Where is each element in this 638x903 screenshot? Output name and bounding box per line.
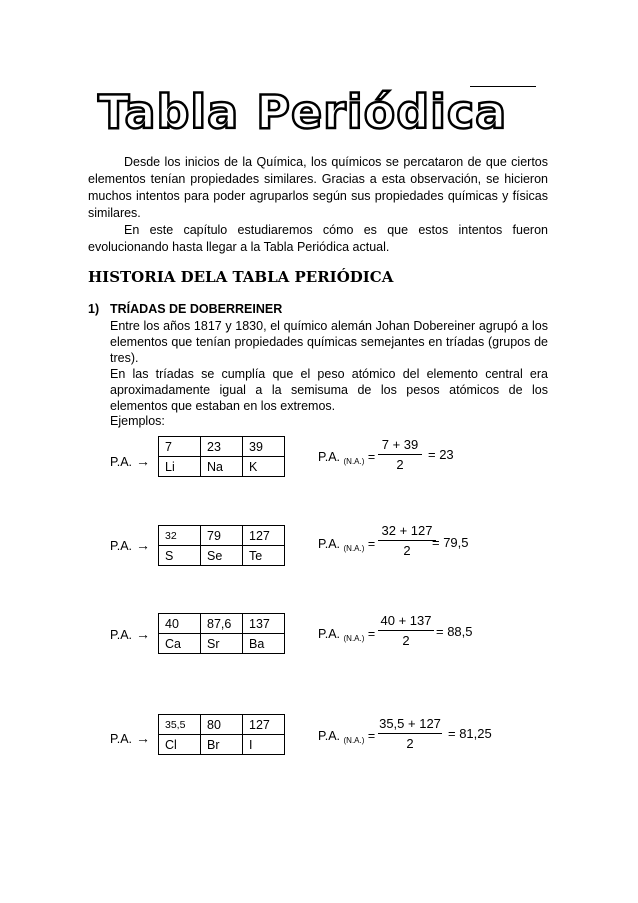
fraction-numerator: 7 + 39 (381, 437, 419, 452)
formula-equals: = (367, 450, 376, 464)
fraction-bar (378, 540, 436, 541)
triad-1-result: = 23 (428, 447, 454, 462)
atomic-weight-cell: 39 (243, 437, 285, 457)
element-symbol-cell: Ba (243, 634, 285, 654)
fraction-bar (378, 630, 434, 631)
pa-text: P.A. (110, 732, 133, 746)
fraction-numerator: 35,5 + 127 (379, 716, 441, 731)
fraction-numerator: 32 + 127 (381, 523, 433, 538)
triad-3-table (158, 613, 285, 654)
dobereiner-paragraph-2: En las tríadas se cumplía que el peso atómico del elemento central era aproximadamente igual a la semisuma de los pesos atómicos de los elementos que estaban en los extremos. (110, 367, 548, 413)
triad-4-formula-label (318, 729, 375, 743)
triad-3-formula-label (318, 627, 375, 641)
triad-2-formula-label (318, 537, 375, 551)
subsection-title: TRÍADAS DE DOBERREINER (110, 302, 283, 316)
subsection-heading (88, 302, 282, 316)
atomic-weight-cell: 80 (201, 715, 243, 735)
triad-2-table (158, 525, 285, 566)
formula-pa: P.A. (318, 537, 341, 551)
element-symbol-cell: Li (159, 457, 201, 477)
atomic-weight-cell: 127 (243, 526, 285, 546)
triad-4-result: = 81,25 (448, 726, 492, 741)
atomic-weight-cell: 137 (243, 614, 285, 634)
triad-2-fraction (378, 523, 436, 558)
element-symbol-cell: Te (243, 546, 285, 566)
right-arrow-icon: → (136, 730, 151, 746)
triad-1-pa-label (110, 453, 150, 469)
formula-pa: P.A. (318, 627, 341, 641)
subsection-number: 1) (88, 302, 100, 316)
atomic-weight-cell: 127 (243, 715, 285, 735)
fraction-numerator: 40 + 137 (380, 613, 432, 628)
formula-equals: = (367, 627, 376, 641)
intro-paragraph-2: En este capítulo estudiaremos cómo es que estos intentos fueron evolucionando hasta llegar a la Tabla Periódica actual. (88, 223, 548, 254)
formula-equals: = (367, 537, 376, 551)
element-symbol-cell: Se (201, 546, 243, 566)
triad-1-table (158, 436, 285, 477)
triad-1-fraction (378, 437, 422, 472)
dobereiner-paragraph-1: Entre los años 1817 y 1830, el químico alemán Johan Dobereiner agrupó a los elementos que tenían propiedades químicas semejantes en tríadas (grupos de tres). (110, 319, 548, 365)
atomic-weight-cell: 87,6 (201, 614, 243, 634)
formula-pa: P.A. (318, 729, 341, 743)
page-title: Tabla Periódica (98, 85, 508, 139)
formula-subscript: (N.A.) (343, 634, 365, 643)
triad-1-formula-label (318, 450, 375, 464)
examples-label: Ejemplos: (110, 414, 165, 428)
pa-text: P.A. (110, 455, 133, 469)
section-heading: HISTORIA DELA TABLA PERIÓDICA (88, 268, 394, 286)
atomic-weight-cell: 79 (201, 526, 243, 546)
element-symbol-cell: K (243, 457, 285, 477)
element-symbol-cell: Cl (159, 735, 201, 755)
element-symbol-cell: S (159, 546, 201, 566)
triad-4-fraction (378, 716, 442, 751)
triad-3-result: = 88,5 (436, 624, 473, 639)
atomic-weight-cell: 7 (159, 437, 201, 457)
formula-subscript: (N.A.) (343, 736, 365, 745)
fraction-denominator: 2 (396, 457, 404, 472)
fraction-denominator: 2 (403, 543, 411, 558)
triad-2-pa-label (110, 537, 150, 553)
triad-4-table (158, 714, 285, 755)
atomic-weight-cell: 40 (159, 614, 201, 634)
formula-equals: = (367, 729, 376, 743)
triad-3-fraction (378, 613, 434, 648)
fraction-bar (378, 454, 422, 455)
formula-subscript: (N.A.) (343, 544, 365, 553)
right-arrow-icon: → (136, 537, 151, 553)
element-symbol-cell: Br (201, 735, 243, 755)
element-symbol-cell: Sr (201, 634, 243, 654)
right-arrow-icon: → (136, 626, 151, 642)
intro-paragraph-1: Desde los inicios de la Química, los químicos se percataron de que ciertos elementos tenían propiedades similares. Gracias a esta observación, se hicieron muchos intentos para poder agruparlos según sus propiedades químicas y físicas similares. (88, 155, 548, 220)
triad-2-result: = 79,5 (432, 535, 469, 550)
atomic-weight-cell: 32 (159, 526, 201, 546)
atomic-weight-cell: 35,5 (159, 715, 201, 735)
element-symbol-cell: I (243, 735, 285, 755)
triad-3-pa-label (110, 626, 150, 642)
fraction-denominator: 2 (406, 736, 414, 751)
formula-subscript: (N.A.) (343, 457, 365, 466)
atomic-weight-cell: 23 (201, 437, 243, 457)
element-symbol-cell: Na (201, 457, 243, 477)
pa-text: P.A. (110, 539, 133, 553)
element-symbol-cell: Ca (159, 634, 201, 654)
formula-pa: P.A. (318, 450, 341, 464)
pa-text: P.A. (110, 628, 133, 642)
fraction-bar (378, 733, 442, 734)
triad-4-pa-label (110, 730, 150, 746)
fraction-denominator: 2 (402, 633, 410, 648)
right-arrow-icon: → (136, 453, 151, 469)
